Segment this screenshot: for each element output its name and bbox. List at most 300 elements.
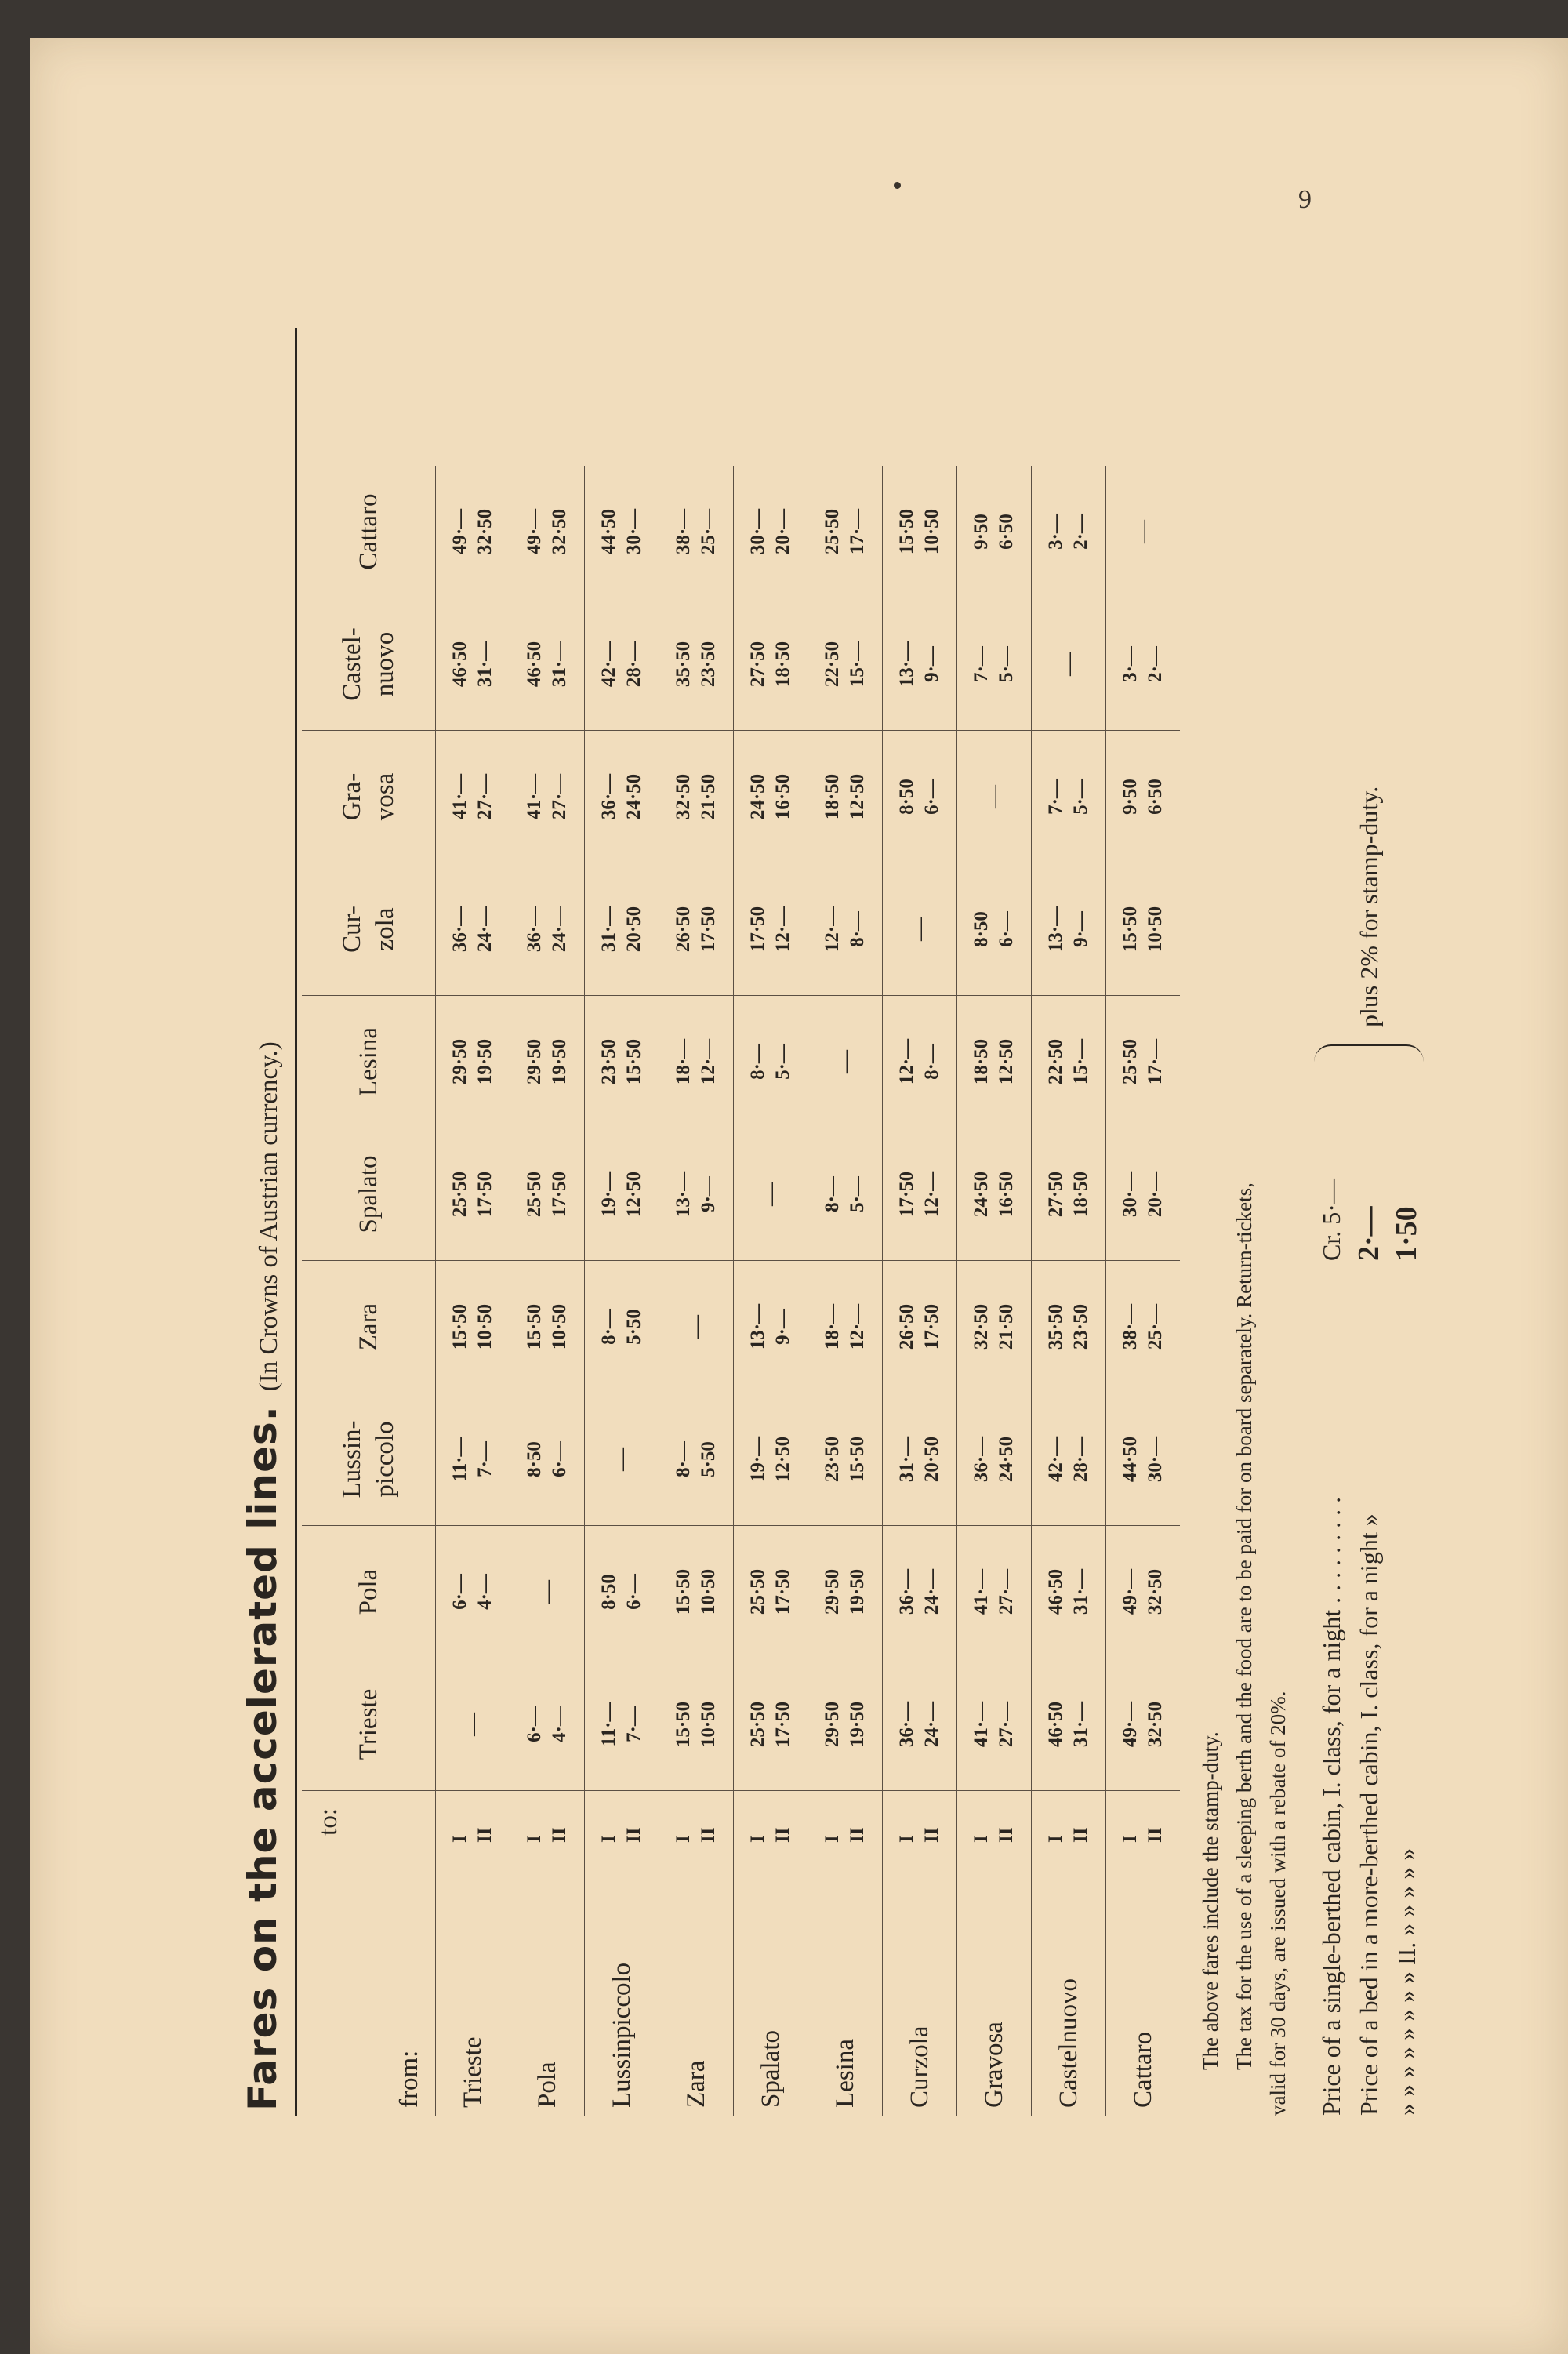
header-destination <box>302 863 436 996</box>
fare-second-class: 5·— <box>996 646 1017 682</box>
fare-second-class: 17·— <box>1145 1038 1166 1085</box>
fare-second-class: 23·50 <box>698 641 719 688</box>
fare-cell <box>436 1526 510 1658</box>
fare-cell <box>1032 731 1106 863</box>
fare-first-class: 23·50 <box>822 1436 843 1483</box>
destination-name-part: Pola <box>354 1568 383 1615</box>
fare-second-class: 27·— <box>996 1568 1017 1615</box>
fare-cell <box>585 1393 659 1526</box>
fare-cell <box>808 731 883 863</box>
fare-cell <box>1032 1261 1106 1393</box>
class-label: II <box>847 1827 868 1843</box>
fare-cell <box>436 466 510 598</box>
origin-cell <box>883 1791 957 2116</box>
fare-cell <box>1106 1128 1181 1261</box>
fare-first-class: 8·50 <box>598 1574 619 1610</box>
fare-first-class: 32·50 <box>971 1303 992 1350</box>
fare-first-class: 30·— <box>1120 1171 1141 1218</box>
fare-cell <box>957 731 1032 863</box>
fare-first-class: 19·— <box>598 1171 619 1218</box>
fare-second-class: 15·— <box>847 641 868 688</box>
destination-name-part: Cur- <box>338 906 366 953</box>
fare-first-class: 29·50 <box>822 1568 843 1615</box>
fare-cell <box>510 731 585 863</box>
table-row <box>510 466 585 2116</box>
class-label: II <box>698 1827 719 1843</box>
destination-name-part: Spalato <box>354 1155 383 1233</box>
destination-name-part: zola <box>371 907 399 951</box>
fare-second-class: 32·50 <box>549 508 570 555</box>
fare-cell <box>734 1393 808 1526</box>
fare-cell <box>957 1128 1032 1261</box>
price-label: Price of a single-berthed cabin, I. class, for a night . . . . . . . . . <box>1316 1496 1345 2116</box>
fare-second-class: 19·50 <box>847 1701 868 1748</box>
fare-first-class: 19·— <box>747 1436 768 1483</box>
class-labels <box>1118 1791 1168 1843</box>
class-label: II <box>996 1827 1017 1843</box>
fare-dash: — <box>534 1580 560 1604</box>
fare-second-class: 12·— <box>772 906 793 953</box>
destination-name-part: Zara <box>354 1302 383 1351</box>
fare-first-class: 29·50 <box>524 1038 545 1085</box>
fare-first-class: 13·— <box>673 1171 694 1218</box>
fare-second-class: 31·— <box>1070 1701 1091 1748</box>
fare-second-class: 17·— <box>847 508 868 555</box>
page-title: Fares on the accelerated lines. <box>240 1405 285 2111</box>
origin-cell <box>957 1791 1032 2116</box>
header-destination <box>302 1128 436 1261</box>
fare-second-class: 30·— <box>1145 1436 1166 1483</box>
origin-cell <box>1106 1791 1181 2116</box>
fare-cell <box>659 863 734 996</box>
class-label: I <box>449 1835 470 1843</box>
class-labels <box>1044 1791 1094 1843</box>
fare-first-class: 26·50 <box>896 1303 917 1350</box>
origin-city: Spalato <box>756 2030 785 2108</box>
fare-cell <box>436 598 510 731</box>
fare-cell <box>808 1658 883 1791</box>
fare-cell <box>957 996 1032 1128</box>
fare-first-class: 42·— <box>598 641 619 688</box>
class-labels <box>895 1791 945 1843</box>
table-row <box>1106 466 1181 2116</box>
fare-second-class: 15·50 <box>623 1038 644 1085</box>
fare-dash: — <box>832 1050 858 1073</box>
fare-cell <box>1106 1261 1181 1393</box>
fare-second-class: 21·50 <box>996 1303 1017 1350</box>
fare-first-class: 30·— <box>747 508 768 555</box>
header-destination <box>302 1261 436 1393</box>
fare-cell <box>1106 1526 1181 1658</box>
fare-second-class: 20·50 <box>623 906 644 953</box>
title-block <box>215 320 285 2116</box>
fare-dash: — <box>1130 520 1156 543</box>
header-destination <box>302 466 436 598</box>
fare-cell <box>585 1128 659 1261</box>
price-line <box>1312 1073 1350 2116</box>
fare-second-class: 31·— <box>1070 1568 1091 1615</box>
fare-first-class: 36·— <box>896 1568 917 1615</box>
table-row <box>585 466 659 2116</box>
fare-first-class: 32·50 <box>673 773 694 820</box>
fare-second-class: 12·— <box>921 1171 942 1218</box>
fare-cell <box>957 1393 1032 1526</box>
fare-second-class: 12·— <box>698 1038 719 1085</box>
table-row <box>436 466 510 2116</box>
fare-second-class: 6·50 <box>1145 779 1166 815</box>
fare-second-class: 12·— <box>847 1303 868 1350</box>
fare-cell <box>436 1658 510 1791</box>
class-label: I <box>971 1835 992 1843</box>
fare-first-class: 18·— <box>673 1038 694 1085</box>
fare-cell <box>659 466 734 598</box>
fare-cell <box>734 598 808 731</box>
fare-second-class: 10·50 <box>1145 906 1166 953</box>
fare-cell <box>436 1393 510 1526</box>
fare-first-class: 15·50 <box>524 1303 545 1350</box>
fare-cell <box>734 1261 808 1393</box>
class-label: I <box>673 1835 694 1843</box>
fare-second-class: 32·50 <box>1145 1568 1166 1615</box>
fare-second-class: 5·— <box>847 1176 868 1212</box>
fare-cell <box>585 466 659 598</box>
fare-first-class: 38·— <box>1120 1303 1141 1350</box>
fare-dash: — <box>981 785 1007 808</box>
fare-first-class: 25·50 <box>747 1701 768 1748</box>
fare-second-class: 16·50 <box>772 773 793 820</box>
brace-icon <box>1314 1044 1424 1068</box>
fare-first-class: 7·— <box>971 646 992 682</box>
destination-name-part: nuovo <box>371 631 399 697</box>
fare-cell <box>585 1261 659 1393</box>
fare-second-class: 30·— <box>623 508 644 555</box>
fare-second-class: 6·50 <box>996 514 1017 550</box>
fare-cell <box>436 1261 510 1393</box>
fare-first-class: 7·— <box>1045 779 1066 815</box>
fare-cell <box>585 731 659 863</box>
fare-cell <box>883 466 957 598</box>
fare-second-class: 15·50 <box>847 1436 868 1483</box>
fare-second-class: 28·— <box>1070 1436 1091 1483</box>
fare-cell <box>436 863 510 996</box>
class-label: I <box>1045 1835 1066 1843</box>
destination-name-part: Castel- <box>338 627 366 701</box>
fare-first-class: 8·50 <box>971 911 992 947</box>
fare-cell <box>1106 996 1181 1128</box>
fare-second-class: 28·— <box>623 641 644 688</box>
class-label: I <box>896 1835 917 1843</box>
fare-cell <box>1106 598 1181 731</box>
fare-dash: — <box>608 1448 634 1471</box>
fare-first-class: 3·— <box>1120 646 1141 682</box>
origin-cell <box>808 1791 883 2116</box>
fare-first-class: 49·— <box>524 508 545 555</box>
fare-cell <box>957 598 1032 731</box>
fare-second-class: 8·— <box>847 911 868 947</box>
price-amount: 2·— <box>1352 1206 1385 1261</box>
fare-first-class: 8·— <box>673 1441 694 1477</box>
fare-second-class: 10·50 <box>474 1303 495 1350</box>
fare-second-class: 5·50 <box>623 1309 644 1345</box>
fare-first-class: 46·50 <box>449 641 470 688</box>
price-line <box>1350 1073 1388 2116</box>
fare-cell <box>659 1658 734 1791</box>
price-amount: 1·50 <box>1390 1206 1423 1261</box>
fare-cell <box>808 1261 883 1393</box>
fare-cell <box>957 1526 1032 1658</box>
fare-cell <box>659 598 734 731</box>
origin-cell <box>585 1791 659 2116</box>
fare-cell <box>734 731 808 863</box>
table-row <box>808 466 883 2116</box>
fare-cell <box>883 1128 957 1261</box>
fare-cell <box>1032 1658 1106 1791</box>
fare-cell <box>1032 1526 1106 1658</box>
fare-first-class: 13·— <box>896 641 917 688</box>
destination-name-part: Cattaro <box>354 493 383 570</box>
fare-first-class: 41·— <box>971 1701 992 1748</box>
cabin-prices <box>1312 320 1425 2116</box>
fare-first-class: 12·— <box>822 906 843 953</box>
fare-cell <box>808 1526 883 1658</box>
fare-second-class: 27·— <box>549 773 570 820</box>
price-label: Price of a bed in a more-berthed cabin, I. class, for a night » <box>1354 1513 1383 2116</box>
fare-second-class: 24·— <box>474 906 495 953</box>
header-to-label: to: <box>314 1808 343 1836</box>
fare-cell <box>883 1393 957 1526</box>
table-row <box>659 466 734 2116</box>
fare-first-class: 49·— <box>449 508 470 555</box>
fare-cell <box>957 1658 1032 1791</box>
fare-first-class: 49·— <box>1120 1701 1141 1748</box>
fare-cell <box>883 996 957 1128</box>
price-amount: Cr. 5·— <box>1316 1179 1345 1261</box>
fare-first-class: 15·50 <box>896 508 917 555</box>
fare-cell <box>734 1658 808 1791</box>
fare-cell <box>808 466 883 598</box>
fare-first-class: 27·50 <box>747 641 768 688</box>
fare-second-class: 24·50 <box>996 1436 1017 1483</box>
fare-second-class: 10·50 <box>549 1303 570 1350</box>
fare-first-class: 36·— <box>971 1436 992 1483</box>
fare-first-class: 49·— <box>1120 1568 1141 1615</box>
fare-first-class: 6·— <box>524 1706 545 1742</box>
origin-cell <box>1032 1791 1106 2116</box>
fare-second-class: 9·— <box>772 1309 793 1345</box>
fare-second-class: 6·— <box>921 779 942 815</box>
table-row <box>734 466 808 2116</box>
fare-second-class: 20·— <box>1145 1171 1166 1218</box>
fare-first-class: 35·50 <box>673 641 694 688</box>
destination-name-part: Gra- <box>338 772 366 821</box>
fare-first-class: 15·50 <box>673 1568 694 1615</box>
header-from-label: from: <box>395 2050 423 2108</box>
fare-cell <box>510 1393 585 1526</box>
fare-first-class: 41·— <box>524 773 545 820</box>
fare-second-class: 19·50 <box>847 1568 868 1615</box>
fare-second-class: 24·50 <box>623 773 644 820</box>
class-labels <box>820 1791 870 1843</box>
fare-cell <box>585 598 659 731</box>
fare-cell <box>734 1128 808 1261</box>
fare-cell <box>957 1261 1032 1393</box>
note-return-tickets: valid for 30 days, are issued with a rebate of 20%. <box>1266 1691 1290 2116</box>
fare-first-class: 6·— <box>449 1574 470 1610</box>
class-labels <box>448 1791 498 1843</box>
class-label: I <box>747 1835 768 1843</box>
fare-second-class: 19·50 <box>474 1038 495 1085</box>
header-destination <box>302 996 436 1128</box>
table-header-row <box>302 466 436 2116</box>
fare-second-class: 16·50 <box>996 1171 1017 1218</box>
fare-first-class: 24·50 <box>971 1171 992 1218</box>
fare-cell <box>883 598 957 731</box>
origin-city: Castelnuovo <box>1054 1978 1083 2108</box>
class-labels <box>522 1791 572 1843</box>
fare-second-class: 24·— <box>921 1568 942 1615</box>
fare-first-class: 25·50 <box>1120 1038 1141 1085</box>
fare-second-class: 17·50 <box>921 1303 942 1350</box>
fare-first-class: 46·50 <box>1045 1701 1066 1748</box>
note-sleeping-berth: The tax for the use of a sleeping berth and the food are to be paid for on board separately. Return-tickets, <box>1232 1182 1256 2070</box>
fare-cell <box>1106 731 1181 863</box>
table-row <box>957 466 1032 2116</box>
class-label: II <box>623 1827 644 1843</box>
fare-second-class: 24·— <box>921 1701 942 1748</box>
class-labels <box>969 1791 1019 1843</box>
fare-second-class: 5·— <box>1070 779 1091 815</box>
page-number: 9 <box>1298 185 1312 214</box>
fare-cell <box>510 1261 585 1393</box>
fare-first-class: 13·— <box>747 1303 768 1350</box>
fare-second-class: 7·— <box>623 1706 644 1742</box>
class-label: II <box>549 1827 570 1843</box>
top-rule <box>295 328 297 2116</box>
origin-city: Trieste <box>458 2036 487 2108</box>
destination-name-part: Lesina <box>354 1027 383 1096</box>
fare-second-class: 18·50 <box>772 641 793 688</box>
origin-city: Lesina <box>830 2039 859 2108</box>
fare-first-class: 25·50 <box>524 1171 545 1218</box>
fare-first-class: 22·50 <box>1045 1038 1066 1085</box>
fare-second-class: 10·50 <box>698 1568 719 1615</box>
rotated-content <box>215 320 1423 2116</box>
fare-second-class: 17·50 <box>772 1701 793 1748</box>
fare-second-class: 6·— <box>549 1441 570 1477</box>
fare-first-class: 9·50 <box>1120 779 1141 815</box>
fare-second-class: 17·50 <box>772 1568 793 1615</box>
fare-second-class: 27·— <box>474 773 495 820</box>
fare-cell <box>659 731 734 863</box>
fare-first-class: 22·50 <box>822 641 843 688</box>
fare-first-class: 13·— <box>1045 906 1066 953</box>
class-label: I <box>524 1835 545 1843</box>
class-label: II <box>772 1827 793 1843</box>
fare-cell <box>659 1128 734 1261</box>
destination-name-part: Lussin- <box>338 1420 366 1498</box>
fare-cell <box>883 1261 957 1393</box>
fare-cell <box>734 996 808 1128</box>
fare-cell <box>808 1393 883 1526</box>
header-destination <box>302 1526 436 1658</box>
header-corner <box>302 1791 436 2116</box>
fare-cell <box>510 1658 585 1791</box>
fare-second-class: 12·50 <box>623 1171 644 1218</box>
price-lines <box>1312 1073 1425 2116</box>
fare-cell <box>585 996 659 1128</box>
fare-second-class: 5·50 <box>698 1441 719 1477</box>
fare-first-class: 8·50 <box>524 1441 545 1477</box>
fare-first-class: 15·50 <box>449 1303 470 1350</box>
origin-cell <box>659 1791 734 2116</box>
fare-second-class: 21·50 <box>698 773 719 820</box>
fare-first-class: 17·50 <box>747 906 768 953</box>
fare-second-class: 31·— <box>474 641 495 688</box>
fare-first-class: 25·50 <box>822 508 843 555</box>
fare-cell <box>1032 1128 1106 1261</box>
origin-cell <box>510 1791 585 2116</box>
stamp-duty-note: plus 2% for stamp-duty. <box>1354 786 1383 1027</box>
fare-cell <box>1032 863 1106 996</box>
fare-second-class: 9·— <box>1070 911 1091 947</box>
header-destination <box>302 731 436 863</box>
fare-dash: — <box>757 1182 783 1206</box>
fare-second-class: 12·50 <box>847 773 868 820</box>
fare-first-class: 36·— <box>524 906 545 953</box>
header-destination <box>302 1658 436 1791</box>
fare-first-class: 9·50 <box>971 514 992 550</box>
fare-second-class: 10·50 <box>698 1701 719 1748</box>
fare-second-class: 31·— <box>549 641 570 688</box>
origin-cell <box>436 1791 510 2116</box>
fare-first-class: 36·— <box>449 906 470 953</box>
destination-name-part: piccolo <box>371 1421 399 1498</box>
fare-cell <box>734 1526 808 1658</box>
fare-cell <box>659 1393 734 1526</box>
fare-second-class: 10·50 <box>921 508 942 555</box>
fare-cell <box>1106 1393 1181 1526</box>
fare-first-class: 35·50 <box>1045 1303 1066 1350</box>
class-labels <box>671 1791 721 1843</box>
fare-first-class: 41·— <box>449 773 470 820</box>
fare-first-class: 42·— <box>1045 1436 1066 1483</box>
price-line <box>1388 1073 1425 2116</box>
notes <box>1194 336 1295 2116</box>
origin-cell <box>734 1791 808 2116</box>
fare-cell <box>883 1526 957 1658</box>
fare-second-class: 9·— <box>698 1176 719 1212</box>
fare-first-class: 36·— <box>896 1701 917 1748</box>
fare-cell <box>1106 863 1181 996</box>
fare-cell <box>1032 1393 1106 1526</box>
fare-second-class: 23·50 <box>1070 1303 1091 1350</box>
fares-table <box>302 466 1180 2116</box>
fare-first-class: 36·— <box>598 773 619 820</box>
fare-dash: — <box>683 1315 709 1339</box>
fare-second-class: 2·— <box>1145 646 1166 682</box>
fare-cell <box>436 731 510 863</box>
class-label: II <box>1145 1827 1166 1843</box>
note-stamp-duty: The above fares include the stamp-duty. <box>1199 1731 1222 2070</box>
fare-dash: — <box>459 1713 485 1736</box>
fare-cell <box>436 996 510 1128</box>
fare-cell <box>659 996 734 1128</box>
fare-second-class: 32·50 <box>1145 1701 1166 1748</box>
fare-first-class: 18·— <box>822 1303 843 1350</box>
fare-first-class: 29·50 <box>822 1701 843 1748</box>
fare-dash: — <box>1055 652 1081 676</box>
fare-first-class: 41·— <box>971 1568 992 1615</box>
